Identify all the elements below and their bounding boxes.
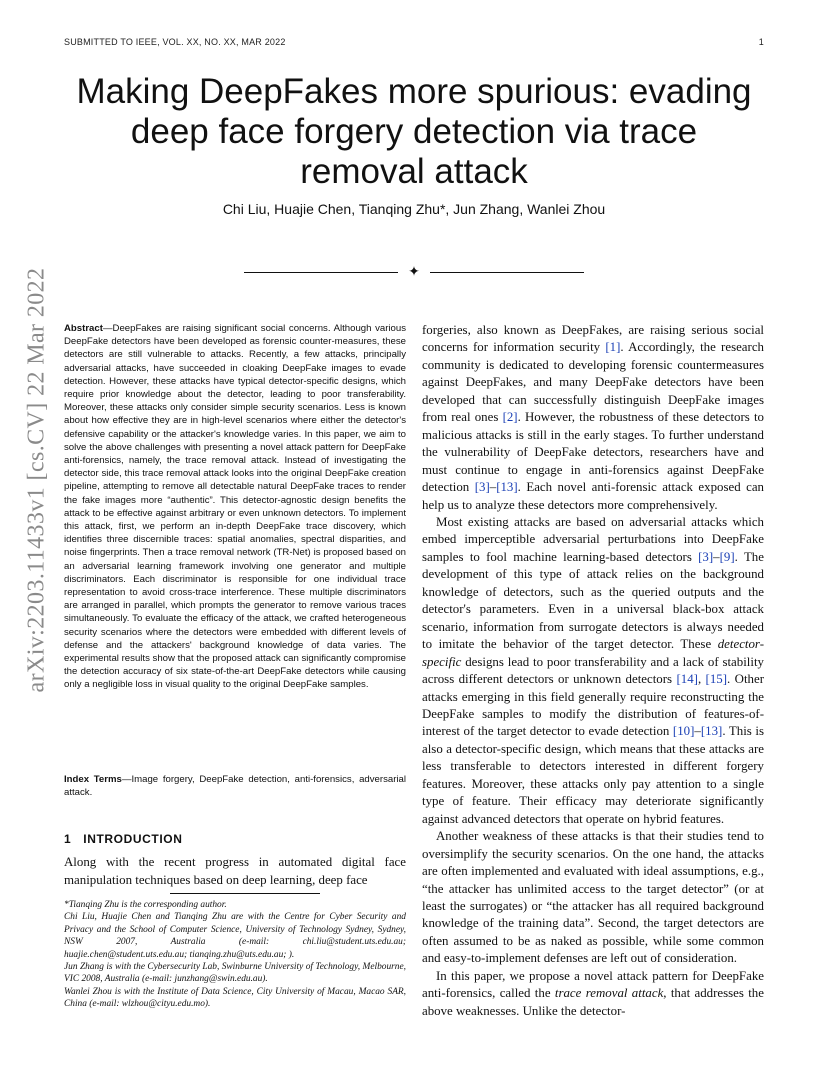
- text-run: . Other attacks emerging in this field generally require reconstructing the DeepFake samples to modify the distribution of features-of-interest of the target detector to evade detection: [422, 672, 764, 739]
- section-heading: [64, 832, 182, 846]
- author-list: Chi Liu, Huajie Chen, Tianqing Zhu*, Jun Zhang, Wanlei Zhou: [222, 201, 606, 217]
- arxiv-stamp: [22, 267, 52, 693]
- text-run: . The development of this type of attack relies on the background knowledge of detectors, such as the queried outputs and the detector's parameters. Even in a universal black-box attack scenario, information from surrogate detectors is always needed to imitate the behavior of the target detector. These: [422, 549, 764, 652]
- text-run: –: [694, 724, 701, 739]
- citation-link[interactable]: [10]: [672, 724, 695, 739]
- paper-title: Making DeepFakes more spurious: evading deep face forgery detection via trace removal attack: [76, 72, 752, 191]
- section-title: INTRODUCTION: [83, 832, 183, 846]
- index-terms: [64, 773, 406, 799]
- citation-link[interactable]: [3]: [698, 549, 714, 564]
- text-run: , that addresses the above weaknesses. Unlike the detector-: [422, 986, 764, 1018]
- intro-paragraph-3: Another weakness of these attacks is that their studies tend to oversimplify the security scenarios. On the one hand, the attacks are often implemented and evaluated with ideal assumptions, e.g., “the attacker has unlimited access to the target detector” (or at least the surrogates) or “the attacker has all required background knowledge of the training data”. Second, the target detectors are often assumed to be as naked as possible, while some common and easy-to-implement defenses are left out of consideration.: [422, 829, 764, 966]
- index-terms-label: Index Terms: [64, 774, 122, 785]
- text-run: . However, the robustness of these detectors to malicious attacks is still in the early stages. To further understand the vulnerability of DeepFake detectors, researchers have and must continue to engage in anti-forensics against DeepFake detection: [422, 410, 765, 495]
- footnote-affiliation-uts: Chi Liu, Huajie Chen and Tianqing Zhu are with the Centre for Cyber Security and Privacy and the School of Computer Science, University of Technology Sydney, Sydney, NSW 2007, Australia (e-mail: chi.liu@student.uts.edu.au; huajie.chen@student.uts.edu.au; tianqing.zhu@uts.edu.au; ).: [64, 912, 406, 960]
- footnote-rule: [170, 893, 320, 894]
- divider-star-icon: ✦: [408, 264, 420, 280]
- text-run: . This is also a detector-specific design, which means that these attacks are less transferable to detectors interested in different forgery features. Moreover, these attacks only pay attention to a single type of feature. Their efficacy may deteriorate significantly against advanced detectors that operate on hybrid features.: [422, 724, 764, 826]
- right-column: [422, 322, 764, 1020]
- arxiv-stamp-text: arXiv:2203.11433v1 [cs.CV] 22 Mar 2022: [23, 267, 50, 693]
- text-run: –: [713, 549, 720, 564]
- citation-link[interactable]: [3]: [474, 480, 490, 495]
- section-number: 1: [64, 832, 72, 846]
- citation-link[interactable]: [13]: [496, 480, 518, 495]
- footnote-corresponding: *Tianqing Zhu is the corresponding author.: [64, 900, 227, 910]
- text-run: Most existing attacks are based on adversarial attacks which embed imperceptible adversarial perturbations into DeepFake samples to fool machine learning-based detectors: [422, 514, 764, 564]
- text-run: designs lead to poor transferability and a lack of stability across different detectors or unknown detectors: [422, 654, 764, 687]
- text-run: ,: [697, 672, 706, 687]
- intro-paragraph-start: Along with the recent progress in automated digital face manipulation techniques based on deep learning, deep face: [64, 855, 406, 887]
- divider-line-right: [430, 272, 584, 273]
- intro-paragraph-1: [422, 322, 764, 514]
- citation-link[interactable]: [2]: [502, 410, 518, 425]
- intro-paragraph-4: [422, 968, 764, 1020]
- text-run: . Each novel anti-forensic attack exposed can help us to analyze these detectors more comprehensively.: [422, 480, 764, 512]
- text-run: In this paper, we propose a novel attack pattern for DeepFake anti-forensics, called the: [422, 968, 764, 1001]
- emphasis: detector-specific: [422, 637, 764, 669]
- title-divider: [244, 266, 584, 280]
- index-terms-text: —Image forgery, DeepFake detection, anti-forensics, adversarial attack.: [64, 774, 406, 799]
- intro-paragraph-2: [422, 514, 764, 828]
- footnotes: [64, 899, 406, 1011]
- citation-link[interactable]: [1]: [605, 340, 621, 355]
- text-run: . Accordingly, the research community is dedicated to developing forensic countermeasures against DeepFakes, and many DeepFake detectors have been developed that can successfully distinguish DeepFake images from real ones: [422, 340, 764, 425]
- text-run: forgeries, also known as DeepFakes, are raising serious social concerns for information security: [422, 323, 764, 355]
- citation-link[interactable]: [14]: [676, 672, 698, 687]
- emphasis: trace removal attack: [554, 986, 664, 1001]
- abstract-label: Abstract: [64, 323, 103, 334]
- footnote-affiliation-swinburne: Jun Zhang is with the Cybersecurity Lab, Swinburne University of Technology, Melbourne, VIC 2008, Australia (e-mail: junzhang@swin.edu.au).: [64, 962, 406, 985]
- citation-link[interactable]: [15]: [705, 672, 728, 687]
- page-number: 1: [758, 37, 764, 47]
- text-run: –: [489, 480, 497, 495]
- citation-link[interactable]: [13]: [700, 724, 723, 739]
- abstract-text: —DeepFakes are raising significant social concerns. Although various DeepFake detectors have been developed as forensic counter-measures, these detectors are still vulnerable to attacks. Recently, a few attacks, principally adversarial attacks, have succeeded in cloaking DeepFake images to evade detection. However, these attacks have typical detector-specific designs, which require prior knowledge about the detector, leading to poor transferability. Moreover, these attacks only consider simple security scenarios. Less is known about how effective they are in high-level scenarios where either the detector's defensive capability or the attacker's knowledge varies. In this paper, we aim to solve the above challenges with presenting a novel attack pattern for DeepFake anti-forensics, namely, the trace removal attack. Instead of investigating the detector side, this trace removal attack looks into the original DeepFake creation pipeline, attempting to remove all detectable natural DeepFake traces to render the fake images more “authentic”. This detector-agnostic design benefits the attack to be effective against arbitrary or even unknown detectors. To implement this attack, first, we perform an in-depth DeepFake trace discovery, which identifies three discernible traces: spatial anomalies, spectral disparities, and noise fingerprints. Then a trace removal network (TR-Net) is proposed based on an adversarial learning framework involving one generator and multiple discriminators. Each discriminator is responsible for one individual trace representation to avoid cross-trace interference. These multiple discriminators are arranged in parallel, which prompts the generator to remove various traces simultaneously. To evaluate the efficacy of the attack, we crafted heterogeneous security scenarios where the detectors were embedded with different levels of defense and the attackers' background knowledge of data varies. The experimental results show that the proposed attack can significantly compromise the detection accuracy of six state-of-the-art DeepFake detectors while causing only a negligible loss in visual quality to the original DeepFake samples.: [64, 323, 406, 691]
- divider-line-left: [244, 272, 398, 273]
- journal-header: SUBMITTED TO IEEE, VOL. XX, NO. XX, MAR 2022: [64, 37, 286, 47]
- abstract: [64, 322, 406, 692]
- citation-link[interactable]: [9]: [719, 549, 735, 564]
- running-header: [64, 37, 764, 51]
- footnote-affiliation-macau: Wanlei Zhou is with the Institute of Data Science, City University of Macau, Macao SAR, China (e-mail: wlzhou@cityu.edu.mo).: [64, 986, 406, 1010]
